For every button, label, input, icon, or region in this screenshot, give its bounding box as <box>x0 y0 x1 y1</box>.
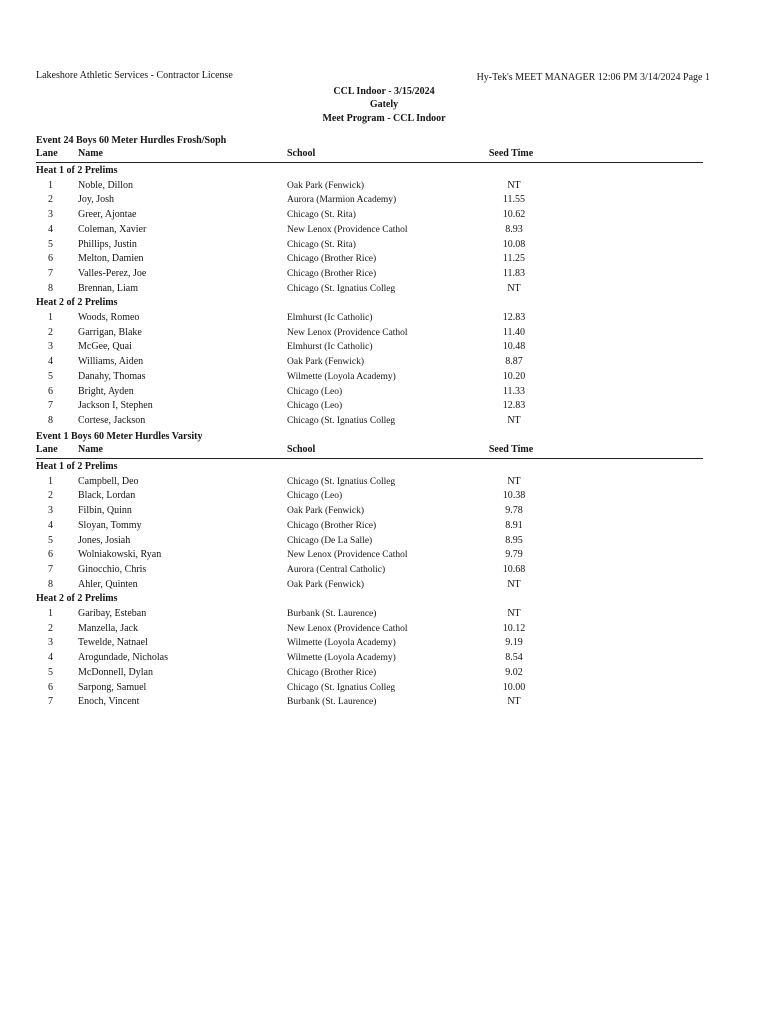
entry-name: Jackson I, Stephen <box>78 400 153 412</box>
entry-name: McDonnell, Dylan <box>78 666 153 678</box>
entry-row <box>0 208 768 222</box>
entry-seed-time: 10.00 <box>502 681 526 693</box>
entry-lane: 7 <box>48 267 53 279</box>
entry-lane: 5 <box>48 534 53 546</box>
entry-school: Wilmette (Loyola Academy) <box>287 653 396 664</box>
entry-seed-time: 9.02 <box>505 666 523 678</box>
entry-row <box>0 311 768 325</box>
heat-title: Heat 2 of 2 Prelims <box>36 297 118 309</box>
entry-name: Brennan, Liam <box>78 282 138 294</box>
entry-lane: 7 <box>48 400 53 412</box>
entry-seed-time: 8.91 <box>505 519 523 531</box>
meet-venue: Gately <box>369 99 399 110</box>
entry-lane: 7 <box>48 696 53 708</box>
entry-lane: 4 <box>48 356 53 368</box>
entry-name: Manzella, Jack <box>78 622 138 634</box>
entry-seed-time: 12.83 <box>502 312 526 323</box>
entry-school: New Lenox (Providence Cathol <box>287 550 408 561</box>
entry-name: McGee, Quai <box>78 341 132 353</box>
entry-seed-time: NT <box>507 475 521 487</box>
entry-name: Garrigan, Blake <box>78 326 142 338</box>
entry-school: Oak Park (Fenwick) <box>287 180 365 191</box>
software-header: Hy-Tek's MEET MANAGER 12:06 PM 3/14/2024 Page 1 <box>476 72 710 83</box>
entry-row <box>0 534 768 548</box>
entry-school: Chicago (Leo) <box>287 491 343 502</box>
column-name-header: Name <box>78 444 103 455</box>
entry-school: Aurora (Marmion Academy) <box>287 195 397 206</box>
entry-seed-time: 8.87 <box>505 356 523 368</box>
entry-seed-time: NT <box>507 608 521 619</box>
entry-row <box>0 489 768 503</box>
entry-row <box>0 179 768 193</box>
entry-seed-time: NT <box>507 578 521 590</box>
entry-row <box>0 666 768 680</box>
entry-lane: 6 <box>48 549 53 561</box>
entry-row <box>0 695 768 709</box>
entry-school: Chicago (St. Ignatius Colleg <box>287 682 396 693</box>
entry-name: Bright, Ayden <box>78 385 134 397</box>
entry-name: Sloyan, Tommy <box>78 519 142 531</box>
entry-name: Coleman, Xavier <box>78 223 147 235</box>
entry-school: New Lenox (Providence Cathol <box>287 327 408 338</box>
entry-school: Chicago (De La Salle) <box>287 535 373 546</box>
entry-name: Wolniakowski, Ryan <box>78 549 162 561</box>
entry-lane: 1 <box>48 608 53 619</box>
entry-seed-time: 10.20 <box>502 370 526 382</box>
entry-lane: 1 <box>48 312 53 323</box>
entry-name: Greer, Ajontae <box>78 209 137 221</box>
entry-row <box>0 282 768 296</box>
entry-name: Sarpong, Samuel <box>78 681 147 693</box>
entry-seed-time: 10.08 <box>502 238 526 250</box>
entry-row <box>0 622 768 636</box>
entry-name: Tewelde, Natnael <box>78 637 148 649</box>
heat-title: Heat 1 of 2 Prelims <box>36 165 118 176</box>
entry-name: Cortese, Jackson <box>78 414 146 426</box>
column-header-row <box>0 147 768 161</box>
column-school-header: School <box>287 444 316 455</box>
entry-school: Elmhurst (Ic Catholic) <box>287 313 373 323</box>
entry-row <box>0 475 768 489</box>
entry-row <box>0 252 768 266</box>
entry-row <box>0 651 768 665</box>
entry-seed-time: 10.62 <box>502 209 526 221</box>
entry-lane: 3 <box>48 505 53 517</box>
entry-seed-time: 8.54 <box>505 652 523 664</box>
meet-title: CCL Indoor - 3/15/2024 <box>333 86 435 97</box>
entry-seed-time: 10.48 <box>502 341 526 353</box>
entry-seed-time: 11.25 <box>502 253 526 265</box>
entry-seed-time: 9.19 <box>505 637 523 649</box>
event-title: Event 24 Boys 60 Meter Hurdles Frosh/Soph <box>36 135 227 146</box>
event-title: Event 1 Boys 60 Meter Hurdles Varsity <box>36 431 203 442</box>
entry-seed-time: 11.55 <box>502 194 526 206</box>
entry-seed-time: NT <box>507 696 521 708</box>
entry-lane: 6 <box>48 385 53 397</box>
entry-school: Chicago (Brother Rice) <box>287 520 377 531</box>
entry-seed-time: 10.38 <box>502 490 526 502</box>
entry-school: Wilmette (Loyola Academy) <box>287 371 396 382</box>
entry-row <box>0 563 768 577</box>
entry-school: Oak Park (Fenwick) <box>287 506 365 517</box>
entry-row <box>0 636 768 650</box>
entry-seed-time: 8.93 <box>505 223 523 235</box>
column-name-header: Name <box>78 148 103 159</box>
entry-row <box>0 607 768 621</box>
entry-lane: 4 <box>48 652 53 664</box>
column-school-header: School <box>287 148 316 159</box>
entry-name: Noble, Dillon <box>78 179 133 191</box>
entry-name: Joy, Josh <box>78 194 115 206</box>
entry-seed-time: 10.68 <box>502 563 526 575</box>
entry-school: Chicago (Leo) <box>287 401 343 412</box>
entry-lane: 2 <box>48 490 53 502</box>
entry-name: Melton, Damien <box>78 253 144 265</box>
entry-name: Campbell, Deo <box>78 475 139 487</box>
entry-row <box>0 385 768 399</box>
heat-title: Heat 2 of 2 Prelims <box>36 593 118 605</box>
entry-row <box>0 399 768 413</box>
entry-school: Burbank (St. Laurence) <box>287 697 377 708</box>
entry-school: Chicago (Brother Rice) <box>287 254 377 265</box>
column-seed-header: Seed Time <box>488 148 534 159</box>
entry-row <box>0 519 768 533</box>
entry-row <box>0 267 768 281</box>
entry-lane: 8 <box>48 578 53 590</box>
entry-lane: 6 <box>48 681 53 693</box>
entry-name: Black, Lordan <box>78 490 136 502</box>
entry-lane: 2 <box>48 194 53 206</box>
entry-name: Williams, Aiden <box>78 356 144 368</box>
entry-lane: 5 <box>48 370 53 382</box>
entry-name: Filbin, Quinn <box>78 505 132 517</box>
entry-school: Chicago (St. Ignatius Colleg <box>287 283 396 294</box>
entry-lane: 4 <box>48 223 53 235</box>
entry-lane: 4 <box>48 519 53 531</box>
entry-school: Burbank (St. Laurence) <box>287 609 377 619</box>
entry-seed-time: 11.40 <box>502 326 526 338</box>
entry-row <box>0 223 768 237</box>
entry-school: Chicago (Leo) <box>287 386 343 397</box>
entry-seed-time: NT <box>507 414 521 426</box>
entry-name: Danahy, Thomas <box>78 370 146 382</box>
entry-lane: 8 <box>48 414 53 426</box>
entry-row <box>0 548 768 562</box>
entry-row <box>0 370 768 384</box>
meet-program-title: Meet Program - CCL Indoor <box>322 113 446 124</box>
entry-lane: 5 <box>48 238 53 250</box>
entry-row <box>0 504 768 518</box>
entry-lane: 6 <box>48 253 53 265</box>
entry-lane: 1 <box>48 475 53 487</box>
entry-seed-time: NT <box>507 282 521 294</box>
entry-row <box>0 355 768 369</box>
entry-lane: 3 <box>48 341 53 353</box>
entry-name: Jones, Josiah <box>78 534 131 546</box>
entry-school: Chicago (St. Ignatius Colleg <box>287 415 396 426</box>
column-lane-header: Lane <box>36 148 58 159</box>
entry-school: Chicago (Brother Rice) <box>287 667 377 678</box>
entry-school: Elmhurst (Ic Catholic) <box>287 342 373 353</box>
header-rule <box>36 458 703 459</box>
entry-seed-time: NT <box>507 179 521 191</box>
entry-lane: 1 <box>48 179 53 191</box>
entry-seed-time: 10.12 <box>502 622 526 634</box>
license-header: Lakeshore Athletic Services - Contractor License <box>36 70 233 81</box>
entry-school: Chicago (St. Ignatius Colleg <box>287 476 396 487</box>
entry-seed-time: 9.79 <box>505 549 523 561</box>
entry-row <box>0 414 768 428</box>
entry-school: Chicago (Brother Rice) <box>287 268 377 279</box>
entry-name: Phillips, Justin <box>78 238 137 250</box>
column-header-row <box>0 443 768 457</box>
entry-seed-time: 8.95 <box>505 534 523 546</box>
entry-lane: 8 <box>48 282 53 294</box>
entry-lane: 3 <box>48 209 53 221</box>
entry-name: Ahler, Quinten <box>78 578 138 590</box>
entry-lane: 3 <box>48 637 53 649</box>
entry-name: Arogundade, Nicholas <box>78 652 168 664</box>
entry-row <box>0 326 768 340</box>
entry-name: Enoch, Vincent <box>78 696 140 708</box>
header-rule <box>36 162 703 163</box>
entry-seed-time: 11.83 <box>502 267 526 279</box>
entry-seed-time: 9.78 <box>505 505 523 517</box>
entry-lane: 5 <box>48 666 53 678</box>
column-lane-header: Lane <box>36 444 58 455</box>
entry-lane: 2 <box>48 622 53 634</box>
entry-name: Valles-Perez, Joe <box>78 267 147 279</box>
entry-seed-time: 12.83 <box>502 400 526 412</box>
entry-row <box>0 340 768 354</box>
entry-name: Woods, Romeo <box>78 312 140 323</box>
column-seed-header: Seed Time <box>488 444 534 455</box>
entry-lane: 7 <box>48 563 53 575</box>
entry-row <box>0 193 768 207</box>
entry-school: New Lenox (Providence Cathol <box>287 623 408 634</box>
entry-school: Oak Park (Fenwick) <box>287 357 365 368</box>
heat-title: Heat 1 of 2 Prelims <box>36 461 118 472</box>
entry-name: Garibay, Esteban <box>78 608 147 619</box>
entry-school: New Lenox (Providence Cathol <box>287 224 408 235</box>
entry-row <box>0 238 768 252</box>
entry-school: Wilmette (Loyola Academy) <box>287 638 396 649</box>
entry-seed-time: 11.33 <box>502 385 526 397</box>
entry-name: Ginocchio, Chris <box>78 563 147 575</box>
entry-school: Oak Park (Fenwick) <box>287 579 365 590</box>
entry-school: Chicago (St. Rita) <box>287 239 356 250</box>
entry-lane: 2 <box>48 326 53 338</box>
entry-row <box>0 578 768 592</box>
entry-school: Chicago (St. Rita) <box>287 210 356 221</box>
entry-school: Aurora (Central Catholic) <box>287 564 386 575</box>
entry-row <box>0 681 768 695</box>
